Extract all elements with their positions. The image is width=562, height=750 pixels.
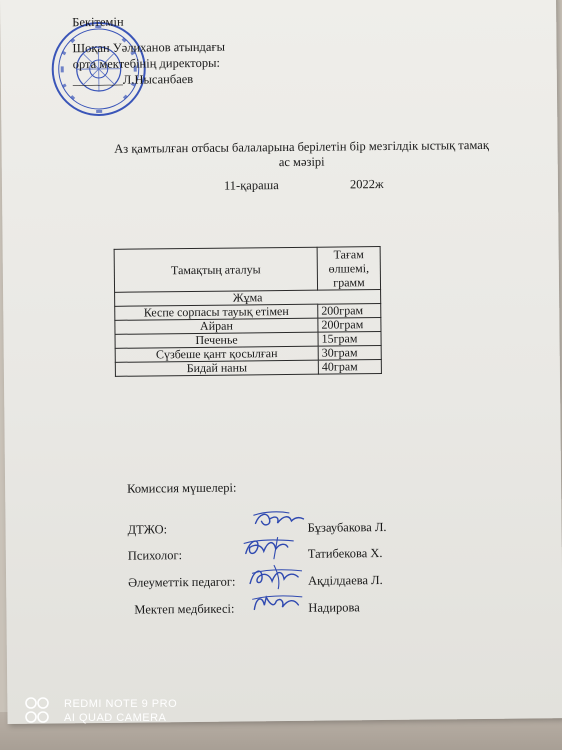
- commission-heading: Комиссия мүшелері:: [127, 480, 237, 496]
- dish-amount: 200грам: [318, 304, 381, 319]
- member-role: Мектеп медбикесі:: [134, 601, 235, 617]
- approval-school-line: Шоқан Уәлиханов атындағы: [72, 39, 226, 56]
- signature-4: [248, 589, 306, 620]
- signature-2: [238, 533, 298, 564]
- dish-name: Сүзбеше қант қосылған: [115, 346, 318, 362]
- title-line-2: ас мәзірі: [278, 154, 325, 170]
- header-portion-size: Тағам өлшемі, грамм: [317, 247, 380, 291]
- header-dish-name: Тамақтың аталуы: [114, 247, 317, 292]
- member-name: Татибекова Х.: [307, 546, 383, 561]
- watermark-model: REDMI NOTE 9 PRO: [64, 698, 178, 710]
- dish-name: Печенье: [115, 332, 318, 348]
- date-day: 11-қараша: [223, 178, 279, 193]
- table-header-row: [114, 247, 380, 293]
- member-name: Бұзаубакова Л.: [307, 519, 387, 535]
- dish-name: Айран: [115, 318, 318, 334]
- member-role: Психолог:: [127, 548, 183, 563]
- approval-signature-line: ________Л.Нысанбаев: [72, 71, 194, 88]
- dish-amount: 200грам: [318, 318, 381, 333]
- menu-table: [114, 246, 382, 377]
- approval-director-line: орта мектебінің директоры:: [72, 55, 220, 72]
- camera-lens-icon: [24, 696, 58, 726]
- table-row: [115, 360, 381, 377]
- dish-amount: 15грам: [318, 332, 381, 347]
- dish-amount: 40грам: [318, 360, 381, 375]
- approval-heading: Бекітемін: [72, 14, 124, 30]
- member-role: Әлеуметтік педагог:: [128, 574, 236, 590]
- title-line-1: Аз қамтылған отбасы балаларына берілетін бір мезгілдік ыстық тамақ: [114, 137, 489, 156]
- member-role: ДТЖО:: [127, 522, 168, 537]
- date-year: 2022ж: [349, 176, 384, 192]
- member-name: Надирова: [308, 600, 360, 615]
- signature-1: [249, 507, 307, 534]
- table-day-label: Жұма: [115, 290, 381, 307]
- watermark-camera: AI QUAD CAMERA: [64, 712, 167, 724]
- document-title: [101, 138, 501, 172]
- signature-3: [244, 561, 306, 592]
- dish-name: Бидай наны: [115, 360, 318, 376]
- member-name: Ақділдаева Л.: [308, 573, 383, 588]
- dish-amount: 30грам: [318, 346, 381, 361]
- dish-name: Кеспе сорпасы тауық етімен: [115, 304, 318, 320]
- watermark-text: [64, 697, 177, 725]
